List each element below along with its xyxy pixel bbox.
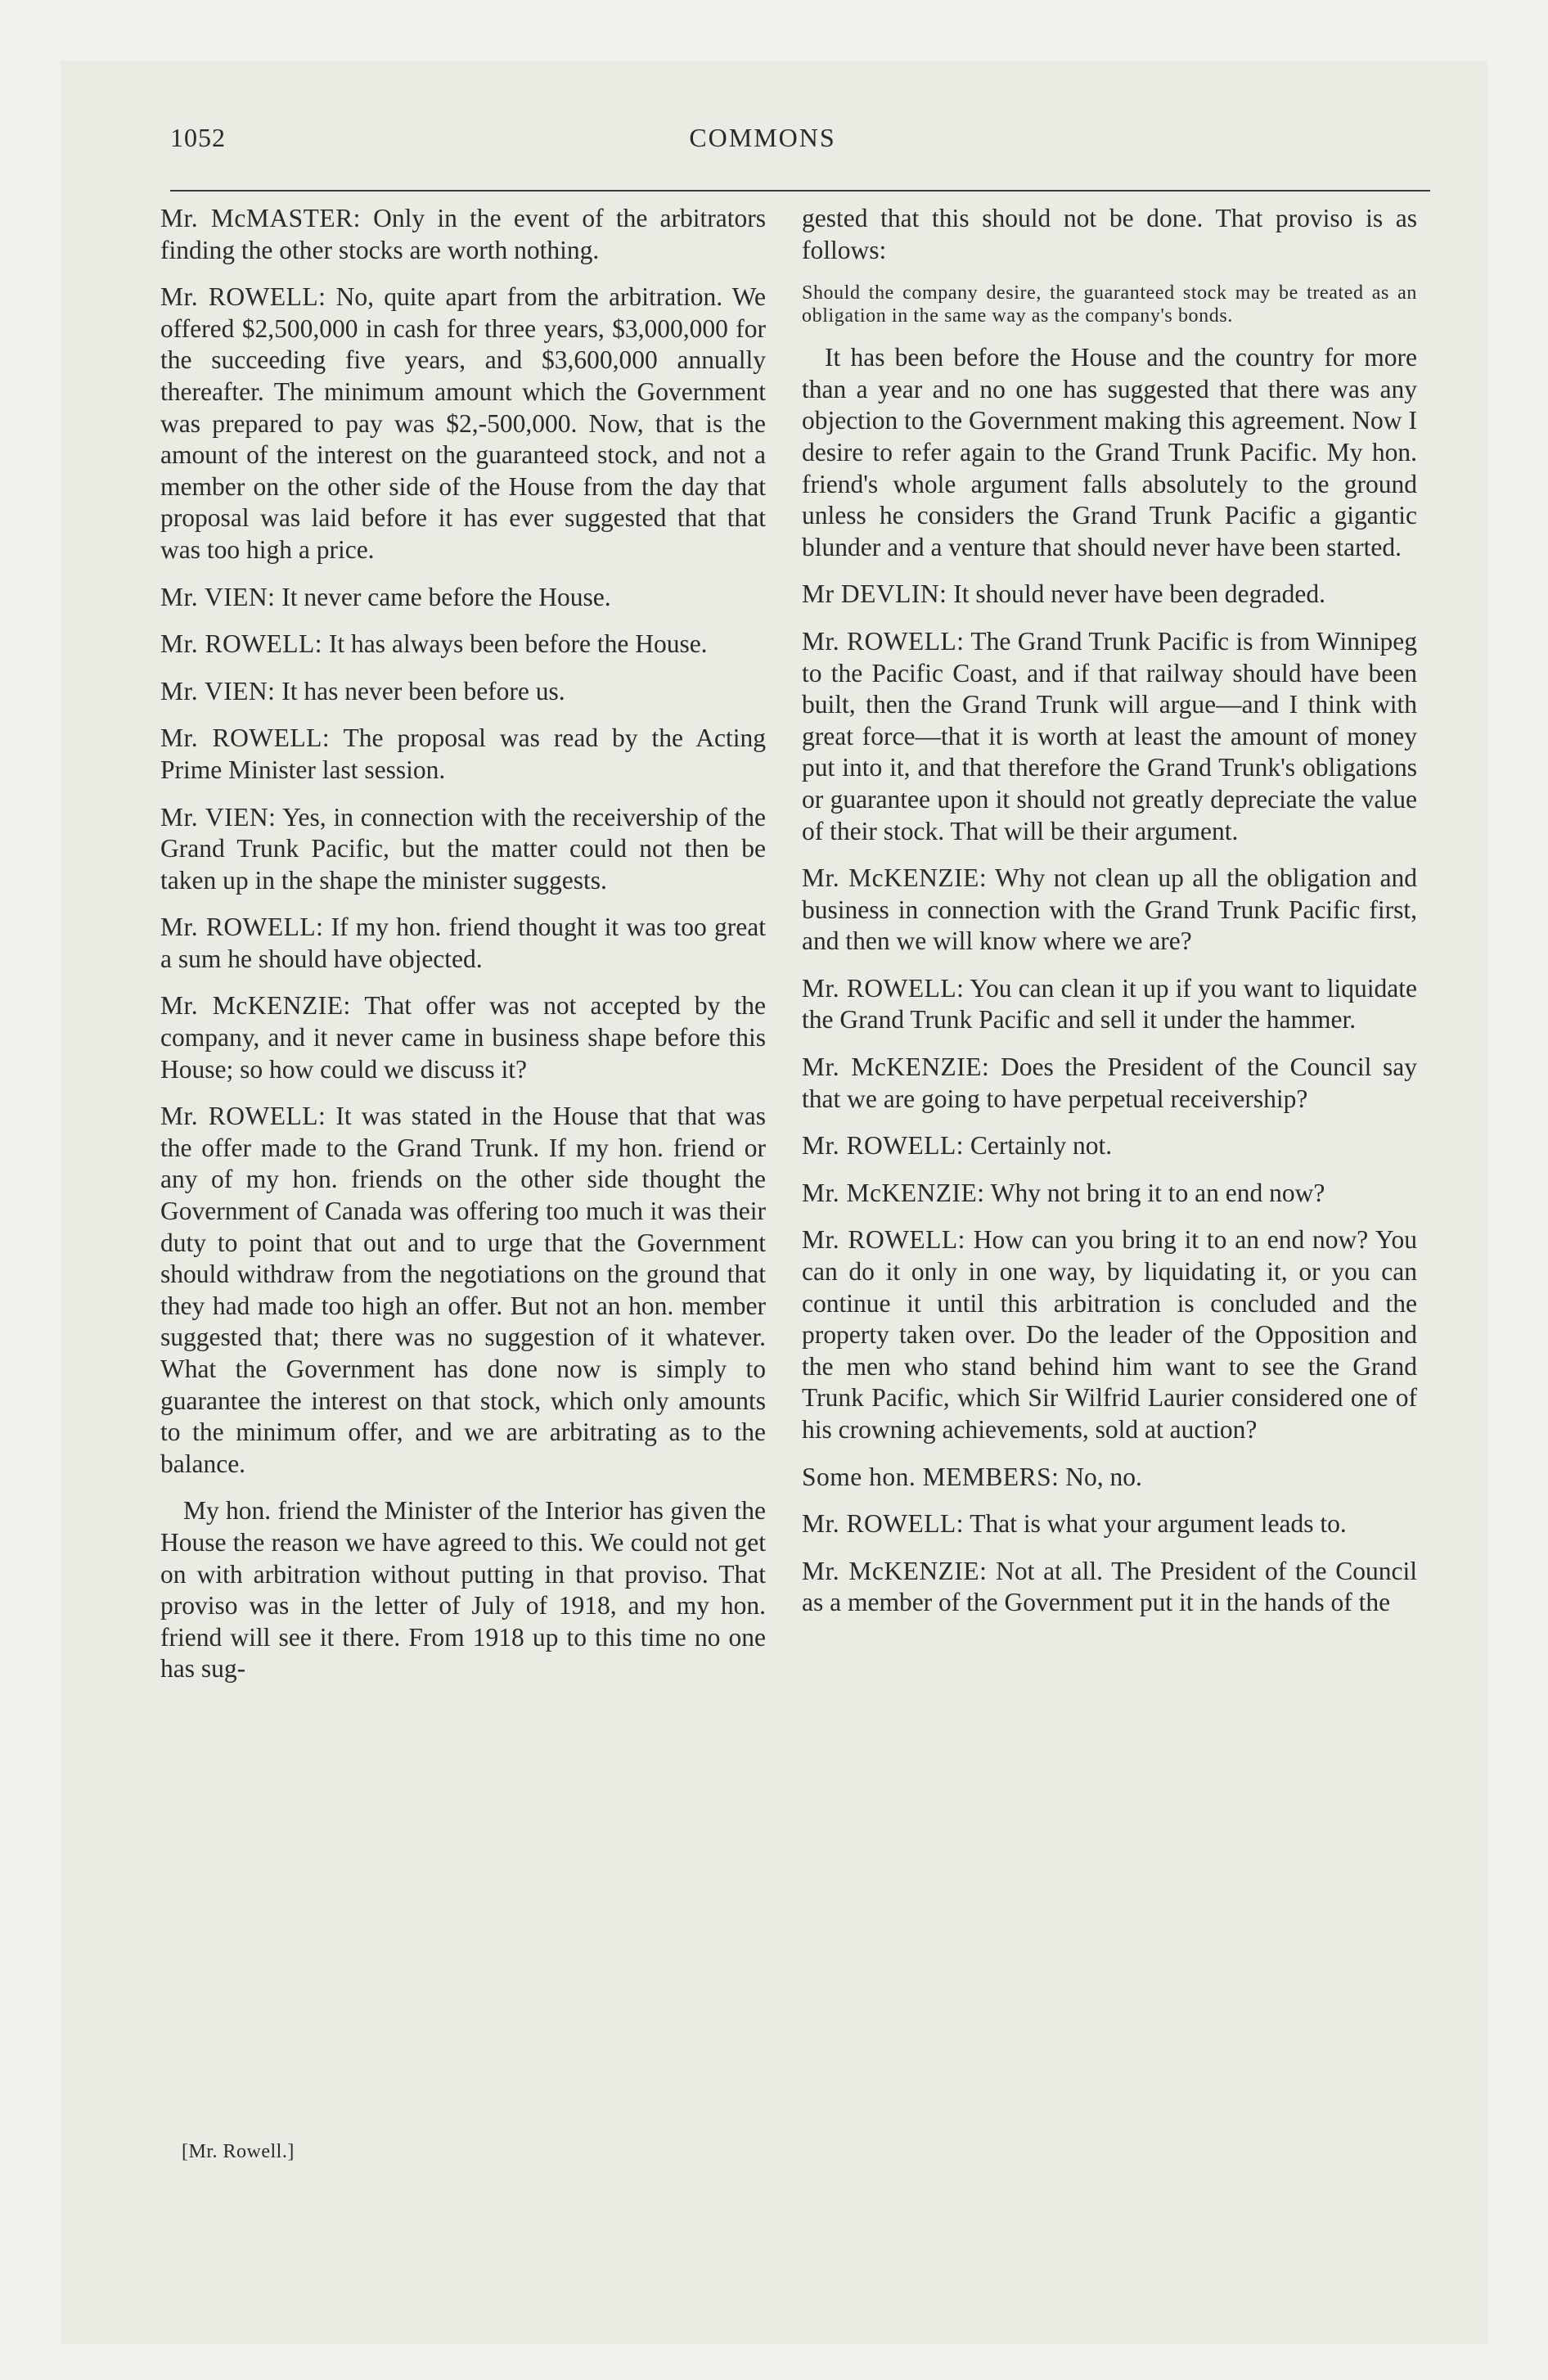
speech-text: If my hon. friend thought it was too great a sum he should have objected. xyxy=(160,913,766,973)
paragraph xyxy=(802,1224,1417,1445)
speaker-name: Mr. McKENZIE: xyxy=(802,1556,988,1585)
paragraph xyxy=(802,1556,1417,1619)
speaker-name: Mr. ROWELL: xyxy=(802,1131,964,1161)
paragraph xyxy=(802,1052,1417,1115)
paragraph xyxy=(160,629,766,660)
paragraph xyxy=(160,282,766,566)
speaker-name: Mr. ROWELL: xyxy=(160,282,326,312)
speaker-name: Some hon. MEMBERS: xyxy=(802,1462,1060,1491)
speaker-name: Mr. ROWELL: xyxy=(802,973,965,1003)
paragraph xyxy=(160,582,766,614)
speech-text: How can you bring it to an end now? You can do it only in one way, by liquidating it, or you can continue it until this arbitration is concluded and the property taken over. Do the leader of the Opposition and the men who stand behind him want to see the Grand Trunk Pacific, which Sir Wilfrid Laurier considered one of his crowning achievements, sold at auction? xyxy=(802,1225,1417,1444)
speaker-name: Mr. VIEN: xyxy=(160,676,276,705)
paragraph xyxy=(802,863,1417,958)
page-footer: [Mr. Rowell.] xyxy=(182,2141,295,2162)
left-column xyxy=(160,203,766,1701)
paragraph xyxy=(802,342,1417,563)
speaker-name: Mr. ROWELL: xyxy=(160,629,322,659)
speech-text: You can clean it up if you want to liquidate the Grand Trunk Pacific and sell it under the hammer. xyxy=(802,973,1418,1034)
speech-text: Not at all. The President of the Council as a member of the Government put it in the hands of the xyxy=(802,1556,1418,1617)
speech-text: No, no. xyxy=(1059,1462,1142,1491)
speech-text: It has never been before us. xyxy=(275,676,565,705)
speaker-name: Mr. ROWELL: xyxy=(802,1225,965,1255)
paragraph xyxy=(160,676,766,708)
paragraph-continuation: gested that this should not be done. That proviso is as follows: xyxy=(802,204,1417,264)
speech-text: That offer was not accepted by the company, and it never came in business shape before this House; so how could we discuss it? xyxy=(160,991,766,1084)
speaker-name: Mr. ROWELL: xyxy=(160,723,331,753)
speech-text: It has always been before the House. xyxy=(322,629,708,659)
speaker-name: Mr DEVLIN: xyxy=(802,579,947,609)
page-number: 1052 xyxy=(170,123,226,152)
paragraph xyxy=(160,802,766,897)
speech-text: My hon. friend the Minister of the Interior has given the House the reason we have agreed to this. We could not get on with arbitration without putting in that proviso. That proviso was in the letter of July of 1918, and my hon. friend will see it there. From 1918 up to this time no one has sug- xyxy=(160,1496,766,1684)
page-header xyxy=(108,123,1417,164)
speaker-name: Mr. McKENZIE: xyxy=(802,1053,990,1082)
speech-text: No, quite apart from the arbitration. We offered $2,500,000 in cash for three years, $3,000,000 for the succeeding five years, and $3,600,000 annually thereafter. The minimum amount which the Government was prepared to pay was $2,-500,000. Now, that is the amount of the interest on the guaranteed stock, and not a member on the other side of the House from the day that proposal was laid before it has ever suggested that that was too high a price. xyxy=(160,282,766,564)
paragraph xyxy=(802,1508,1417,1540)
speech-text: It was stated in the House that that was the offer made to the Grand Trunk. If my hon. friend or any of my hon. friends on the other side thought the Government of Canada was offering too much it was their duty to point that out and to urge that the Government should withdraw from the negotiations on the ground that they had made too high an offer. But not an hon. member suggested that; there was no suggestion of it whatever. What the Government has done now is simply to guarantee the interest on that stock, which only amounts to the minimum offer, and we are arbitrating as to the balance. xyxy=(160,1102,766,1478)
paragraph xyxy=(802,1178,1417,1210)
paragraph xyxy=(160,990,766,1085)
paragraph xyxy=(802,1130,1417,1162)
speech-text: That is what your argument leads to. xyxy=(963,1509,1347,1539)
speech-text: Only in the event of the arbitrators finding the other stocks are worth nothing. xyxy=(160,204,766,264)
block-quote: Should the company desire, the guaranteed stock may be treated as an obligation in the same way as the company's bonds. xyxy=(802,282,1417,327)
speaker-name: Mr. ROWELL: xyxy=(802,1509,964,1539)
speaker-name: Mr. McKENZIE: xyxy=(802,1178,985,1207)
speech-text: Does the President of the Council say that we are going to have perpetual receivership? xyxy=(802,1053,1417,1113)
paragraph xyxy=(160,723,766,786)
speech-text: It has been before the House and the country for more than a year and no one has suggested that there was any objection to the Government making this agreement. Now I desire to refer again to the Grand Trunk Pacific. My hon. friend's whole argument falls absolutely to the ground unless he considers the Grand Trunk Pacific a gigantic blunder and a venture that should never have been started. xyxy=(802,343,1417,561)
speech-text: Certainly not. xyxy=(963,1131,1113,1161)
speaker-name: Mr. McKENZIE: xyxy=(802,863,988,893)
paragraph xyxy=(802,626,1417,847)
speech-text: Yes, in connection with the receivership of the Grand Trunk Pacific, but the matter could not then be taken up in the shape the minister suggests. xyxy=(160,802,766,895)
paragraph xyxy=(160,1101,766,1480)
paragraph xyxy=(802,1462,1417,1494)
speaker-name: Mr. ROWELL: xyxy=(802,626,965,656)
speaker-name: Mr. VIEN: xyxy=(160,582,276,611)
speech-text: It should never have been degraded. xyxy=(947,579,1326,609)
speech-text: The Grand Trunk Pacific is from Winnipeg to the Pacific Coast, and if that railway should have been built, then the Grand Trunk will argue—and I think with great force—that it is worth at least the amount of money put into it, and that therefore the Grand Trunk's obligations or guarantee upon it should not greatly depreciate the value of their stock. That will be their argument. xyxy=(802,626,1417,845)
speaker-name: Mr. McKENZIE: xyxy=(160,991,351,1021)
paragraph xyxy=(802,973,1417,1036)
paragraph xyxy=(160,1495,766,1685)
header-rule xyxy=(170,190,1430,192)
speech-text: It never came before the House. xyxy=(275,582,611,611)
paragraph xyxy=(160,912,766,975)
running-head: COMMONS xyxy=(689,123,836,152)
paragraph xyxy=(160,203,766,266)
speaker-name: Mr. ROWELL: xyxy=(160,1102,326,1131)
speaker-name: Mr. VIEN: xyxy=(160,802,277,832)
right-column xyxy=(802,203,1417,1634)
speech-text: Why not clean up all the obligation and business in connection with the Grand Trunk Pacific first, and then we will know where we are? xyxy=(802,863,1417,956)
paragraph xyxy=(802,579,1417,611)
speech-text: Why not bring it to an end now? xyxy=(984,1178,1325,1207)
speech-text: The proposal was read by the Acting Prime Minister last session. xyxy=(160,723,766,784)
speaker-name: Mr. ROWELL: xyxy=(160,913,324,942)
speaker-name: Mr. McMASTER: xyxy=(160,204,361,232)
